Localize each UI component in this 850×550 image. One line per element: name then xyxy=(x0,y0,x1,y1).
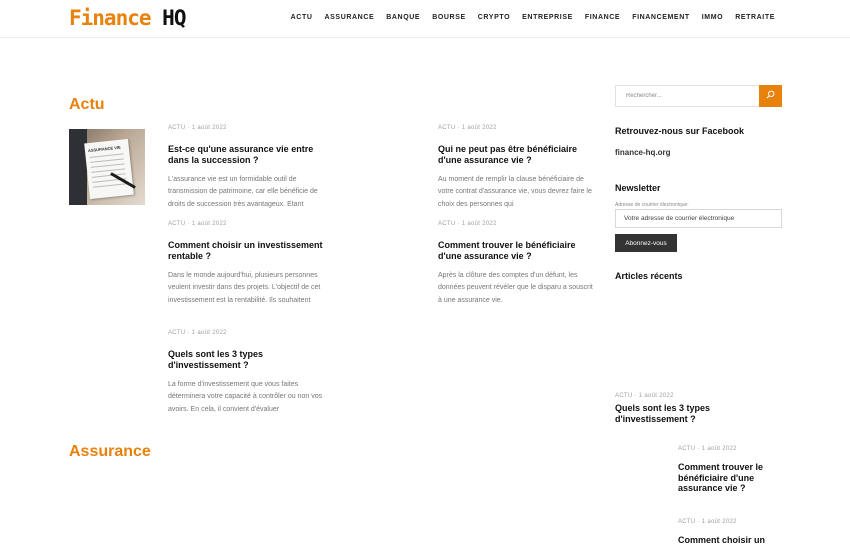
article-excerpt: Au moment de remplir la clause bénéficiaire de votre contrat d'assurance vie, vous devrez faire le choix des personnes qui xyxy=(438,176,592,208)
article-meta: ACTU · 1 août 2022 xyxy=(678,519,737,525)
nav-item-actu[interactable]: ACTU xyxy=(290,14,313,21)
article-card xyxy=(168,221,328,307)
search-icon xyxy=(766,90,775,99)
thumbnail-line xyxy=(91,163,125,168)
recent-article-title[interactable]: Comment choisir un xyxy=(678,535,766,545)
article-meta: ACTU · 1 août 2022 xyxy=(168,330,227,336)
facebook-link[interactable]: finance-hq.org xyxy=(615,148,671,157)
site-header xyxy=(0,0,850,38)
thumbnail-paper-text: ASSURANCE VIE xyxy=(87,144,121,154)
nav-item-immo[interactable]: IMMO xyxy=(701,14,724,21)
article-card xyxy=(168,125,328,211)
article-excerpt: Après la clôture des comptes d'un défunt, les données peuvent révéler que le disparu a souscrit à une assurance vie. xyxy=(438,272,593,304)
section-title-actu[interactable]: Actu xyxy=(69,96,105,113)
nav-item-retraite[interactable]: RETRAITE xyxy=(735,14,775,21)
search-button[interactable] xyxy=(759,85,782,107)
recent-article-title[interactable]: Quels sont les 3 types d'investissement ? xyxy=(615,403,711,424)
site-logo[interactable] xyxy=(69,6,185,30)
article-date: 1 août 2022 xyxy=(638,393,674,399)
article-excerpt: La forme d'investissement que vous faites déterminera votre capacité à contrôler ou non vos avoirs. En cela, il convient d'évaluer xyxy=(168,381,323,413)
article-title[interactable]: Comment trouver le bénéficiaire d'une assurance vie ? xyxy=(438,240,576,261)
article-meta: ACTU · 1 août 2022 xyxy=(168,125,227,131)
thumbnail-sleeve xyxy=(69,129,87,205)
thumbnail-document xyxy=(84,139,134,199)
article-date: 1 août 2022 xyxy=(461,221,497,227)
main-nav xyxy=(291,14,775,21)
recent-articles-heading: Articles récents xyxy=(615,271,683,281)
article-title[interactable]: Qui ne peut pas être bénéficiaire d'une assurance vie ? xyxy=(438,144,578,165)
search-box xyxy=(615,85,782,107)
article-title[interactable]: Est-ce qu'une assurance vie entre dans la succession ? xyxy=(168,144,314,165)
article-meta: ACTU · 1 août 2022 xyxy=(615,393,674,399)
article-date: 1 août 2022 xyxy=(191,221,227,227)
article-date: 1 août 2022 xyxy=(461,125,497,131)
logo-part1: Finance xyxy=(69,6,151,30)
thumbnail-line xyxy=(93,183,127,188)
article-card xyxy=(168,330,328,416)
recent-article xyxy=(615,393,735,433)
article-category[interactable]: ACTU xyxy=(438,125,456,131)
article-category[interactable]: ACTU xyxy=(168,125,186,131)
article-thumbnail[interactable] xyxy=(69,129,145,205)
logo-part2: HQ xyxy=(162,6,186,30)
article-card xyxy=(438,221,596,307)
thumbnail-line xyxy=(91,168,125,173)
article-category[interactable]: ACTU xyxy=(168,330,186,336)
article-meta: ACTU · 1 août 2022 xyxy=(438,125,497,131)
article-category[interactable]: ACTU xyxy=(168,221,186,227)
subscribe-button[interactable]: Abonnez-vous xyxy=(615,234,677,252)
section-title-assurance[interactable]: Assurance xyxy=(69,443,151,460)
article-date: 1 août 2022 xyxy=(191,125,227,131)
article-date: 1 août 2022 xyxy=(701,519,737,525)
article-excerpt: L'assurance vie est un formidable outil de transmission de patrimoine, car elle bénéficie de droits de succession très avantageux. Etant xyxy=(168,176,318,208)
recent-article-title[interactable]: Comment trouver le bénéficiaire d'une assurance vie ? xyxy=(678,462,764,493)
thumbnail-line xyxy=(90,153,124,158)
article-meta: ACTU · 1 août 2022 xyxy=(678,446,737,452)
facebook-heading: Retrouvez-nous sur Facebook xyxy=(615,126,745,136)
nav-item-entreprise[interactable]: ENTREPRISE xyxy=(522,14,573,21)
thumbnail-line xyxy=(90,158,124,163)
nav-item-finance[interactable]: FINANCE xyxy=(584,14,621,21)
article-date: 1 août 2022 xyxy=(191,330,227,336)
article-category[interactable]: ACTU xyxy=(678,446,696,452)
article-title[interactable]: Comment choisir un investissement rentable ? xyxy=(168,240,323,261)
article-title[interactable]: Quels sont les 3 types d'investissement ? xyxy=(168,349,264,370)
newsletter-heading: Newsletter xyxy=(615,183,661,193)
nav-item-crypto[interactable]: CRYPTO xyxy=(477,14,511,21)
article-category[interactable]: ACTU xyxy=(615,393,633,399)
article-category[interactable]: ACTU xyxy=(438,221,456,227)
search-input[interactable] xyxy=(616,86,760,106)
nav-item-financement[interactable]: FINANCEMENT xyxy=(632,14,690,21)
newsletter-email-input[interactable] xyxy=(615,209,782,228)
article-excerpt: Dans le monde aujourd'hui, plusieurs personnes veulent investir dans des projets. L'objectif de cet investissement est la rentabilité. Ils souhaitent xyxy=(168,272,321,304)
recent-article xyxy=(678,519,782,550)
nav-item-assurance[interactable]: ASSURANCE xyxy=(324,14,375,21)
article-meta: ACTU · 1 août 2022 xyxy=(438,221,497,227)
recent-article xyxy=(678,446,782,503)
article-card xyxy=(438,125,596,211)
nav-item-banque[interactable]: BANQUE xyxy=(386,14,421,21)
newsletter-email-label: Adresse de courrier électronique: xyxy=(615,202,689,208)
nav-item-bourse[interactable]: BOURSE xyxy=(432,14,466,21)
article-meta: ACTU · 1 août 2022 xyxy=(168,221,227,227)
article-date: 1 août 2022 xyxy=(701,446,737,452)
article-category[interactable]: ACTU xyxy=(678,519,696,525)
